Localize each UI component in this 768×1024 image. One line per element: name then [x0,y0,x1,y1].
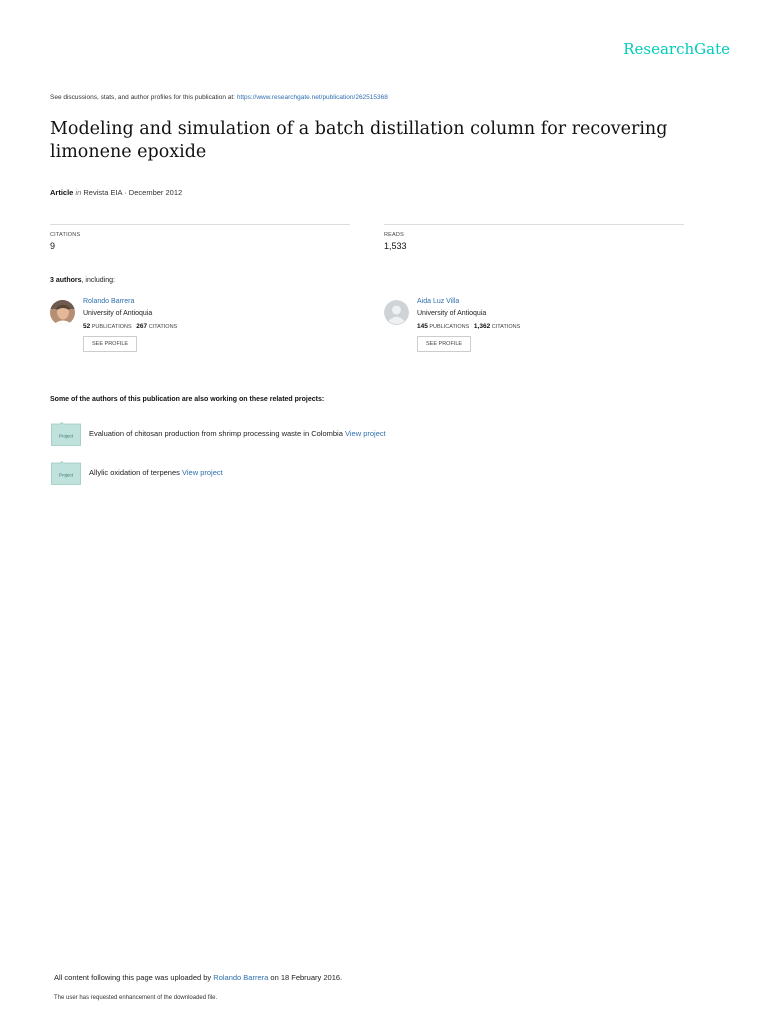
project-title: Allylic oxidation of terpenes [89,468,180,477]
view-project-link[interactable]: View project [344,429,386,438]
project-item [50,422,550,448]
author-avatar-placeholder-icon[interactable] [384,300,409,325]
article-type: Article [50,188,74,197]
reads-value: 1,533 [384,241,407,251]
project-folder-icon [51,422,81,446]
citations-label: CITATIONS [50,232,81,238]
upload-prefix: All content following this page was uploaded by [54,973,212,982]
author-affiliation: University of Antioquia [417,310,487,317]
author-citations-count: 267 [136,323,148,330]
author-publications-count: 145 [417,323,428,330]
journal-date: Revista EIA · December 2012 [83,188,183,197]
author-stats [417,323,520,330]
author-card [50,298,350,368]
author-card [384,298,684,368]
author-info [83,298,177,352]
uploader-link[interactable]: Rolando Barrera [213,973,269,982]
see-profile-button[interactable]: SEE PROFILE [417,336,471,352]
author-name-link[interactable]: Aida Luz Villa [417,298,460,305]
see-profile-button[interactable]: SEE PROFILE [83,336,137,352]
author-avatar-photo[interactable] [50,300,75,325]
project-item [50,461,550,487]
author-info [417,298,520,352]
upload-notice [54,973,342,982]
citations-stat [50,224,350,251]
publication-url-link[interactable]: https://www.researchgate.net/publication/262515368 [236,94,388,101]
author-publications-count: 52 [83,323,91,330]
authors-heading [50,277,115,284]
view-project-link[interactable]: View project [181,468,223,477]
author-name-link[interactable]: Rolando Barrera [83,298,135,305]
project-title: Evaluation of chitosan production from shrimp processing waste in Colombia [89,429,343,438]
author-stats [83,323,177,330]
reads-stat [384,224,684,251]
project-icon-label: Project [58,433,74,439]
author-citations-label: CITATIONS [491,324,521,330]
reads-label: READS [384,232,404,238]
author-citations-count: 1,362 [473,323,491,330]
researchgate-logo[interactable]: ResearchGate [623,40,730,58]
enhancement-note: The user has requested enhancement of the downloaded file. [54,995,218,1001]
publication-title: Modeling and simulation of a batch distillation column for recovering limonene epoxide [50,119,668,162]
project-text [89,468,223,477]
authors-count: 3 authors [50,277,82,284]
project-folder-icon [51,461,81,485]
publication-source-line [50,94,388,101]
related-projects-heading: Some of the authors of this publication are also working on these related projects: [50,396,325,403]
source-text: See discussions, stats, and author profiles for this publication at: [50,94,235,101]
meta-in: in [75,188,82,197]
project-text [89,429,386,438]
upload-suffix: on 18 February 2016. [270,973,343,982]
author-citations-label: CITATIONS [148,324,178,330]
author-publications-label: PUBLICATIONS [429,324,470,330]
citations-value: 9 [50,241,56,251]
authors-including: , including: [81,277,115,284]
project-icon-label: Project [58,472,74,478]
publication-meta [50,188,182,197]
author-affiliation: University of Antioquia [83,310,153,317]
author-publications-label: PUBLICATIONS [91,324,132,330]
